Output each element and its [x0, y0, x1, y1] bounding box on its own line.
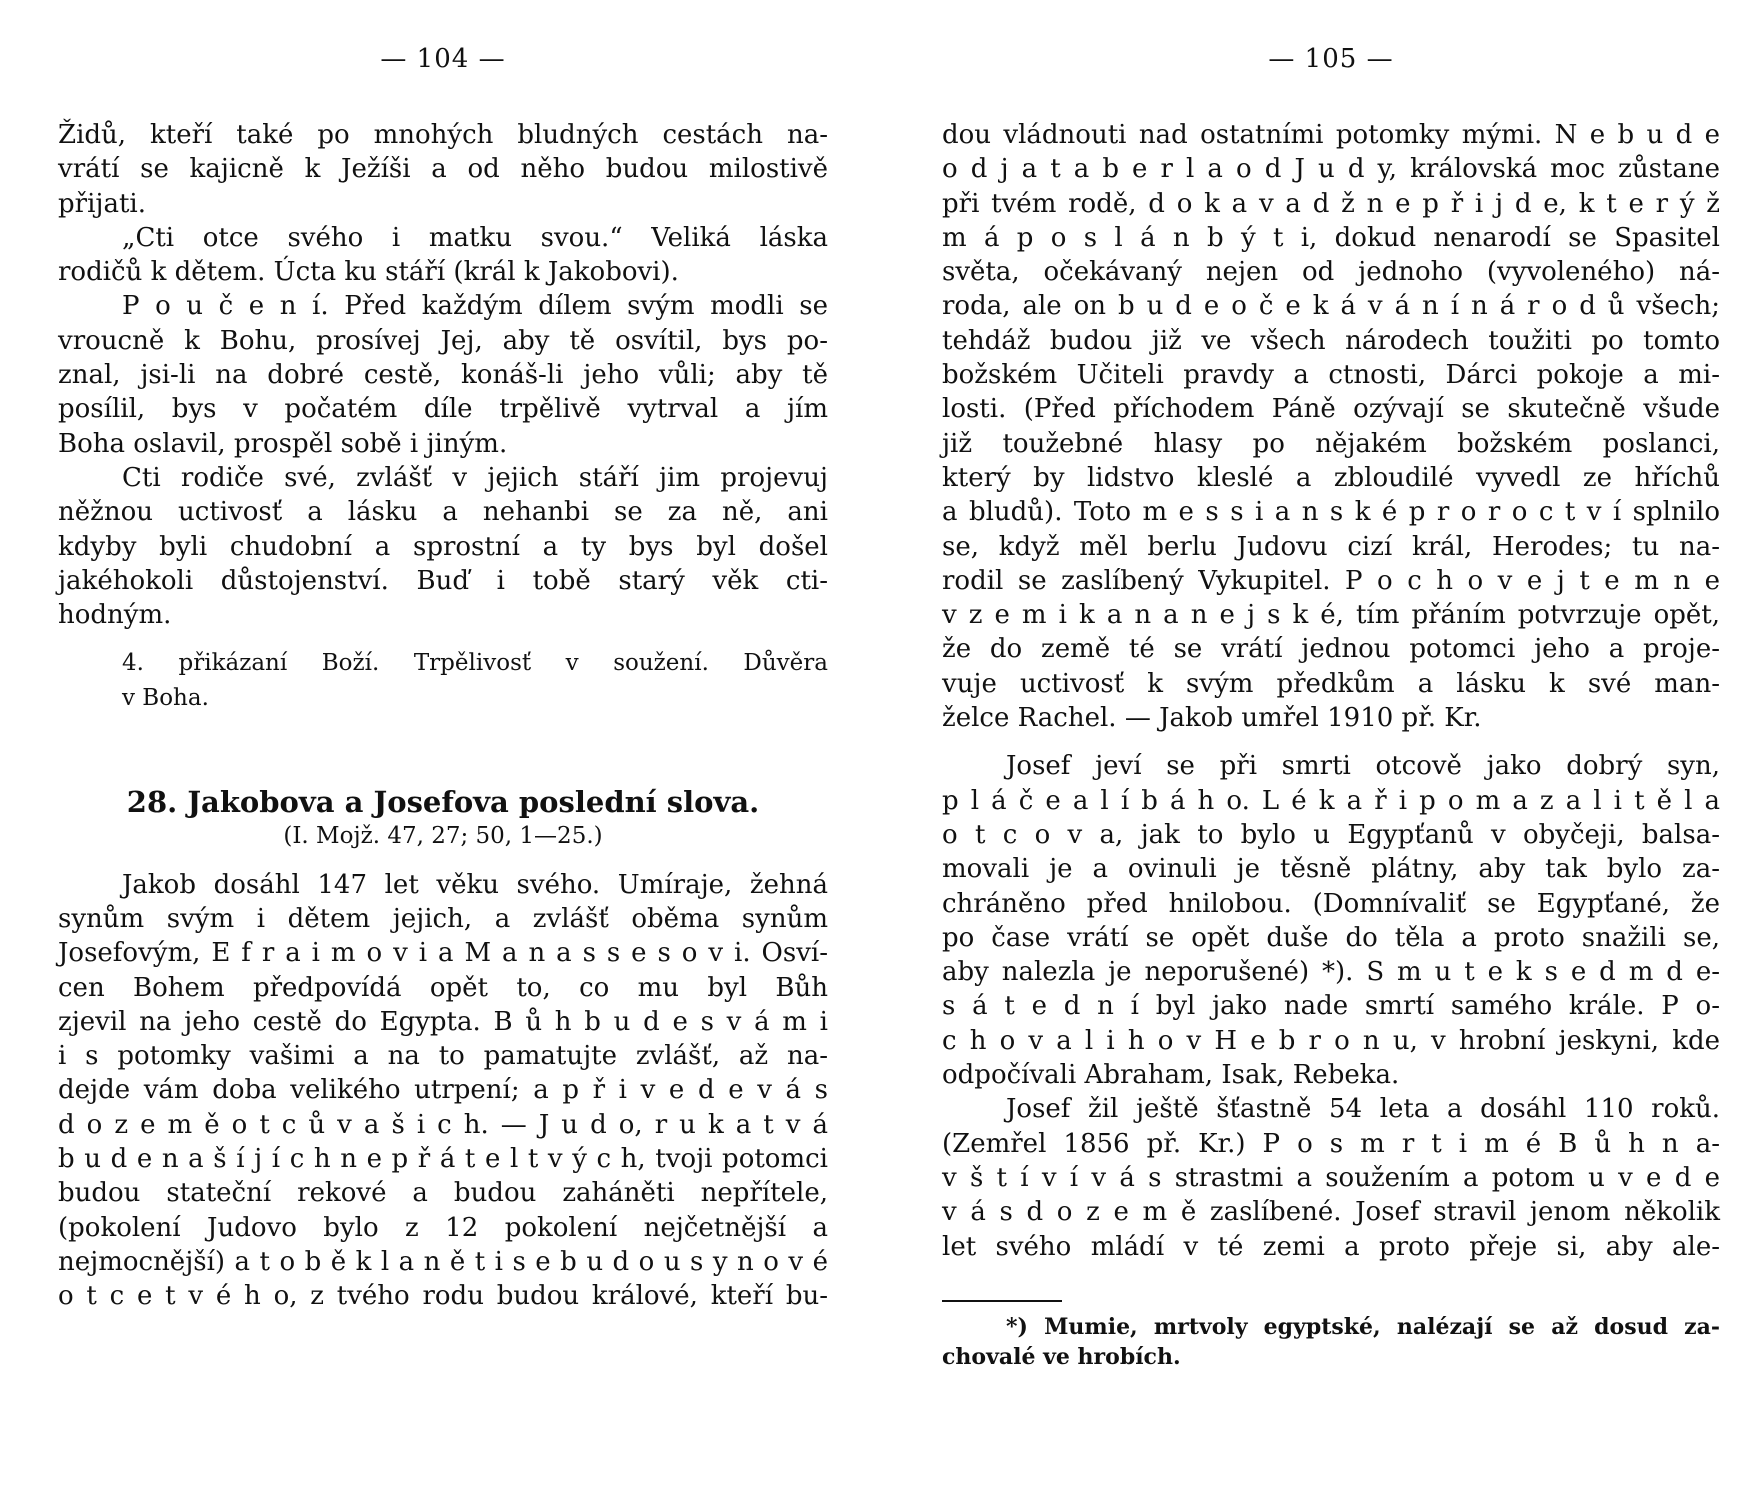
text-line: chráněno před hnilobou. (Domnívaliť se Egypťané, že: [942, 888, 1720, 919]
text-line: Josef jeví se při smrti otcově jako dobrý syn,: [1006, 751, 1720, 782]
text-line: odpočívali Abraham, Isak, Rebeka.: [942, 1060, 1400, 1091]
page-number-right: — 105 —: [1268, 44, 1394, 74]
text-line: o t c e t v é h o, z tvého rodu budou králové, kteří bu-: [58, 1281, 828, 1312]
footnote-divider: [942, 1300, 1062, 1302]
text-line: dou vládnouti nad ostatními potomky mými. N e b u d e: [942, 120, 1720, 150]
text-line: nejmocnější) a t o b ě k l a n ě t i s e b u d o u s y n o v é: [58, 1246, 828, 1277]
footnote: [942, 1312, 1720, 1372]
text-line: hodným.: [58, 600, 172, 631]
text-line: „Cti otce svého i matku svou.“ Veliká láska: [122, 222, 828, 253]
text-line: zjevil na jeho cestě do Egypta. B ů h b u d e s v á m i: [58, 1006, 828, 1037]
text-line: Josefovým, E f r a i m o v i a M a n a s s e s o v i. Osví-: [58, 938, 828, 969]
text-line: rodičů k dětem. Úcta ku stáří (král k Jakobovi).: [58, 257, 679, 288]
text-line: i s potomky vašimi a na to pamatujte zvlášť, až na-: [58, 1041, 828, 1072]
text-line: o t c o v a, jak to bylo u Egypťanů v obyčeji, balsa-: [942, 819, 1720, 850]
text-line: v z e m i k a n a n e j s k é, tím přáním potvrzuje opět,: [942, 600, 1720, 631]
text-line: (pokolení Judovo bylo z 12 pokolení nejčetnější a: [58, 1212, 828, 1243]
text-line: něžnou uctivosť a lásku a nehanbi se za ně, ani: [58, 497, 828, 528]
text-line: tehdáž budou již ve všech národech toužiti po tomto: [942, 325, 1720, 356]
text-line: znal, jsi-li na dobré cestě, konáš-li jeho vůli; aby tě: [58, 360, 828, 391]
footnote-line: *) Mumie, mrtvoly egyptské, nalézají se až dosud za-: [1006, 1313, 1720, 1340]
footnote-line: chovalé ve hrobích.: [942, 1343, 1181, 1370]
text-line: P o u č e n í. Před každým dílem svým modli se: [122, 291, 828, 322]
text-line: vroucně k Bohu, prosívej Jej, aby tě osvítil, bys po-: [58, 325, 828, 356]
text-line: vrátí se kajicně k Ježíši a od něho budou milostivě: [58, 154, 828, 185]
text-line: Josef žil ještě šťastně 54 leta a dosáhl 110 roků.: [1006, 1094, 1720, 1125]
text-line: budou stateční rekové a budou zaháněti nepřítele,: [58, 1178, 828, 1209]
text-line: b u d e n a š í j í c h n e p ř á t e l t v ý c h, tvoji potomci: [58, 1144, 828, 1175]
text-line: c h o v a l i h o v H e b r o n u, v hrobní jeskyni, kde: [942, 1025, 1720, 1056]
text-line: že do země té se vrátí jednou potomci jeho a proje-: [942, 634, 1720, 665]
page-number-left: — 104 —: [380, 44, 506, 74]
text-line: dejde vám doba velikého utrpení; a p ř i v e d e v á s: [58, 1075, 828, 1106]
text-line: přijati.: [58, 188, 146, 219]
text-line: posílil, bys v počatém díle trpělivě vytrval a jím: [58, 394, 828, 425]
text-line: v š t í v í v á s strastmi a soužením a potom u v e d e: [942, 1162, 1720, 1193]
text-line: synům svým i dětem jejich, a zvlášť oběma synům: [58, 903, 828, 934]
text-line: s á t e d n í byl jako nade smrtí samého krále. P o-: [942, 991, 1720, 1022]
text-line: želce Rachel. — Jakob umřel 1910 př. Kr.: [942, 703, 1482, 734]
commandment-note: 4. přikázaní Boží. Trpělivosť v soužení. Důvěra: [122, 650, 828, 677]
left-page-body: [58, 118, 828, 1314]
text-line: v á s d o z e m ě zaslíbené. Josef stravil jenom několik: [942, 1197, 1720, 1228]
text-line: m á p o s l á n b ý t i, dokud nenarodí se Spasitel: [942, 222, 1720, 253]
text-line: vuje uctivosť k svým předkům a lásku k své man-: [942, 668, 1720, 699]
text-line: kdyby byli chudobní a sprostní a ty bys byl došel: [58, 531, 828, 562]
text-line: jakéhokoli důstojenství. Buď i tobě starý věk cti-: [58, 565, 828, 596]
text-line: losti. (Před příchodem Páně ozývají se skutečně všude: [942, 394, 1720, 425]
text-line: roda, ale on b u d e o č e k á v á n í n á r o d ů všech;: [942, 291, 1720, 322]
text-line: p l á č e a l í b á h o. L é k a ř i p o m a z a l i t ě l a: [942, 785, 1720, 816]
text-line: cen Bohem předpovídá opět to, co mu byl Bůh: [58, 972, 828, 1003]
text-line: světa, očekávaný nejen od jednoho (vyvoleného) ná-: [942, 257, 1720, 288]
right-page-body: [942, 118, 1720, 1372]
text-line: (Zemřel 1856 př. Kr.) P o s m r t i m é B ů h n a-: [942, 1128, 1720, 1159]
text-line: d o z e m ě o t c ů v a š i c h. — J u d o, r u k a t v á: [58, 1109, 828, 1140]
text-line: o d j a t a b e r l a o d J u d y, královská moc zůstane: [942, 154, 1720, 185]
text-line: Židů, kteří také po mnohých bludných cestách na-: [58, 120, 828, 150]
text-line: Boha oslavil, prospěl sobě i jiným.: [58, 428, 508, 459]
text-line: movali je a ovinuli je těsně plátny, aby tak bylo za-: [942, 854, 1720, 885]
text-line: při tvém rodě, d o k a v a d ž n e p ř i j d e, k t e r ý ž: [942, 188, 1720, 219]
text-line: Cti rodiče své, zvlášť v jejich stáří jim projevuj: [122, 462, 828, 493]
commandment-note: v Boha.: [122, 684, 209, 711]
text-line: se, když měl berlu Judovu cizí král, Herodes; tu na-: [942, 531, 1720, 562]
text-line: již toužebné hlasy po nějakém božském poslanci,: [942, 428, 1720, 459]
text-line: a bludů). Toto m e s s i a n s k é p r o r o c t v í splnilo: [942, 497, 1720, 528]
text-line: let svého mládí v té zemi a proto přeje si, aby ale-: [942, 1231, 1720, 1262]
text-line: aby nalezla je neporušené) *). S m u t e k s e d m d e-: [942, 957, 1720, 988]
text-line: který by lidstvo kleslé a zbloudilé vyvedl ze hříchů: [942, 462, 1720, 493]
text-line: Jakob dosáhl 147 let věku svého. Umíraje, žehná: [122, 869, 828, 900]
text-line: božském Učiteli pravdy a ctnosti, Dárci pokoje a mi-: [942, 360, 1720, 391]
section-heading: 28. Jakobova a Josefova poslední slova.: [126, 785, 760, 820]
text-line: rodil se zaslíbený Vykupitel. P o c h o v e j t e m n e: [942, 565, 1720, 596]
section-reference: (I. Mojž. 47, 27; 50, 1—25.): [283, 823, 603, 850]
text-line: po čase vrátí se opět duše do těla a proto snažili se,: [942, 922, 1720, 953]
